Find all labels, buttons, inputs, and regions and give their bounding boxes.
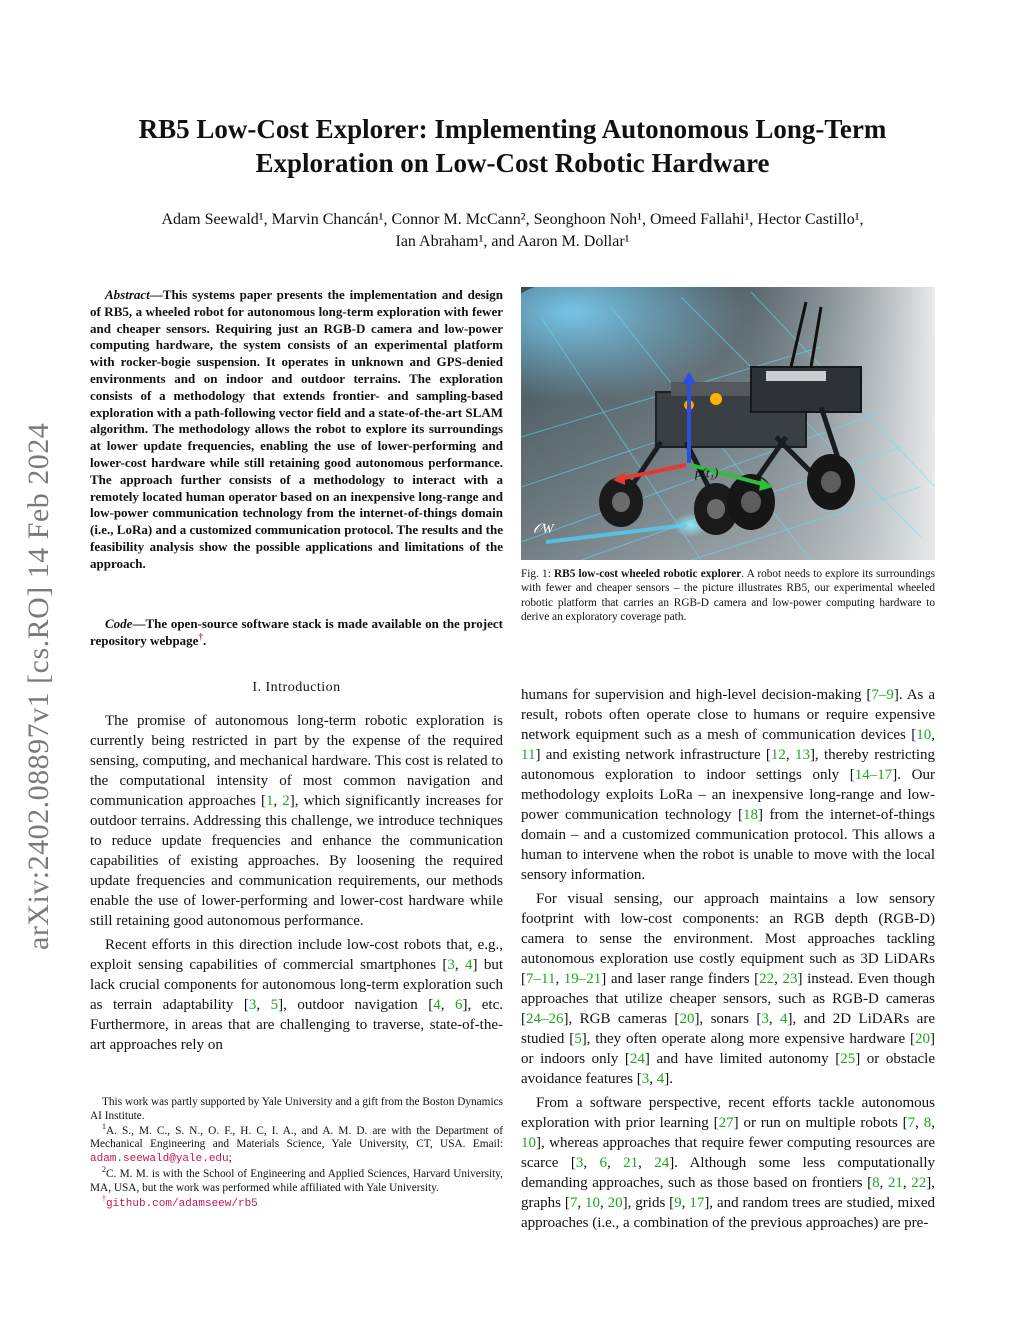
citation[interactable]: 27 bbox=[718, 1115, 734, 1131]
robot-illustration bbox=[521, 287, 935, 560]
footnotes bbox=[90, 1096, 503, 1212]
citation[interactable]: 18 bbox=[743, 807, 758, 823]
citation[interactable]: 13 bbox=[794, 747, 810, 763]
frame-label-world: 𝒪W bbox=[533, 522, 554, 537]
right-paragraph-1: humans for supervision and high-level decision-making [7–9]. As a result, robots often operate close to humans or require expensive network equipment such as a mesh of communication devices [10, 11] and existing network infrastructure [12, 13], thereby restricting autonomous exploration to indoor settings only [14–17]. Our methodology exploits LoRa – an inexpensive long-range and low-power communication technology [18] from the internet-of-things domain – and a customized communication protocol. This allows a human to intervene when the robot is unable to move with the local sensory information. bbox=[521, 687, 936, 883]
citation[interactable]: 23 bbox=[782, 971, 798, 987]
citation[interactable]: 24 bbox=[629, 1051, 645, 1067]
citation[interactable]: 4 bbox=[779, 1011, 788, 1027]
abstract-label: Abstract bbox=[105, 287, 150, 302]
intro-paragraph-2: Recent efforts in this direction include low-cost robots that, e.g., exploit sensing capabilities of commercial smartphones [3, 4] but lack crucial components for autonomous long-term exploration such as terrain adaptability [3, 5], outdoor navigation [4, 6], etc. Furthermore, in areas that are challenging to traverse, state-of-the-art approaches rely on bbox=[90, 937, 503, 1053]
citation[interactable]: 3 bbox=[447, 957, 455, 973]
code-footnote-mark[interactable]: † bbox=[198, 631, 203, 642]
arxiv-identifier: arXiv:2402.08897v1 [cs.RO] 14 Feb 2024 bbox=[22, 422, 55, 950]
footnote-affiliation-1: $^1$A. S., M. C., S. N., O. F., H. C, I. A., and A. M. D. are with the Department of Mechanical Engineering and Materials Science, Yale University, CT, USA. Email: adam.seewald@yale.edu; bbox=[90, 1121, 503, 1166]
citation[interactable]: 4 bbox=[656, 1071, 665, 1087]
figure-robot-photo bbox=[521, 287, 935, 560]
citation[interactable]: 21 bbox=[623, 1155, 639, 1171]
citation[interactable]: 22 bbox=[759, 971, 775, 987]
citation[interactable]: 7 bbox=[907, 1115, 916, 1131]
citation[interactable]: 3 bbox=[761, 1011, 769, 1027]
citation[interactable]: 2 bbox=[282, 793, 290, 809]
code-end: . bbox=[203, 632, 207, 648]
citation[interactable]: 22 bbox=[911, 1175, 927, 1191]
citation[interactable]: 10 bbox=[521, 1135, 536, 1151]
authors-line-2: Ian Abraham¹, and Aaron M. Dollar¹ bbox=[395, 233, 630, 250]
citation[interactable]: 5 bbox=[574, 1031, 582, 1047]
citation[interactable]: 3 bbox=[575, 1155, 584, 1171]
introduction-body bbox=[90, 711, 503, 1055]
citation[interactable]: 7–11 bbox=[526, 971, 556, 987]
citation[interactable]: 6 bbox=[455, 997, 463, 1013]
citation[interactable]: 21 bbox=[887, 1175, 903, 1191]
citation[interactable]: 7 bbox=[569, 1195, 578, 1211]
citation[interactable]: 25 bbox=[840, 1051, 856, 1067]
citation[interactable]: 7–9 bbox=[871, 687, 894, 703]
citation[interactable]: 24 bbox=[654, 1155, 670, 1171]
citation[interactable]: 5 bbox=[270, 997, 279, 1013]
right-paragraph-3: From a software perspective, recent efforts tackle autonomous exploration with prior learning [27] or run on multiple robots [7, 8, 10], whereas approaches that require fewer computing resources are scarce [3, 6, 21, 24]. Although some less computationally demanding approaches, such as those based on frontiers [8, 21, 22], graphs [7, 10, 20], grids [9, 17], and random trees are studied, mixed approaches (i.e., a combination of the previous approaches) are pre- bbox=[521, 1095, 936, 1231]
section-heading-introduction: I. Introduction bbox=[252, 680, 341, 695]
citation[interactable]: 10 bbox=[916, 727, 932, 743]
code-label: Code bbox=[105, 616, 133, 631]
citation[interactable]: 1 bbox=[265, 793, 274, 809]
author-list bbox=[90, 209, 935, 253]
footnote-repository: †github.com/adamseew/rb5 bbox=[102, 1193, 258, 1210]
citation[interactable]: 17 bbox=[689, 1195, 705, 1211]
citation[interactable]: 4 bbox=[464, 957, 473, 973]
repository-link[interactable]: github.com/adamseew/rb5 bbox=[105, 1197, 258, 1210]
citation[interactable]: 24–26 bbox=[526, 1011, 564, 1027]
email-link[interactable]: adam.seewald@yale.edu bbox=[90, 1153, 229, 1166]
citation[interactable]: 3 bbox=[641, 1071, 650, 1087]
citation[interactable]: 19–21 bbox=[563, 971, 602, 987]
citation[interactable]: 10 bbox=[585, 1195, 601, 1211]
abstract bbox=[90, 287, 503, 573]
citation[interactable]: 6 bbox=[599, 1155, 607, 1171]
citation[interactable]: 9 bbox=[674, 1195, 682, 1211]
citation[interactable]: 20 bbox=[915, 1031, 930, 1047]
citation[interactable]: 20 bbox=[607, 1195, 623, 1211]
citation[interactable]: 8 bbox=[872, 1175, 880, 1191]
figure-caption: Fig. 1: RB5 low-cost wheeled robotic explorer. A robot needs to explore its surroundings with fewer and cheaper sensors – the picture illustrates RB5, our experimental wheeled robotic platform that carries an RGB-D camera and low-power computing hardware to derive an exploratory coverage path. bbox=[521, 568, 935, 624]
citation[interactable]: 3 bbox=[248, 997, 257, 1013]
citation[interactable]: 4 bbox=[433, 997, 441, 1013]
citation[interactable]: 8 bbox=[923, 1115, 932, 1131]
citation[interactable]: 11 bbox=[521, 747, 536, 763]
citation[interactable]: 20 bbox=[679, 1011, 695, 1027]
right-column-body bbox=[521, 685, 935, 1233]
footnote-funding: This work was partly supported by Yale University and a gift from the Boston Dynamics AI Institute. bbox=[90, 1096, 503, 1122]
code-availability bbox=[90, 616, 503, 650]
abstract-text: —This systems paper presents the implementation and design of RB5, a wheeled robot for autonomous long-term exploration with fewer and cheaper sensors. Requiring just an RGB-D camera and low-power computing hardware, the system consists of an experimental platform with rocker-bogie suspension. It operates in unknown and GPS-denied environments and on indoor and outdoor terrains. The exploration consists of a methodology that extends frontier- and sampling-based exploration with a path-following vector field and a state-of-the-art SLAM algorithm. The methodology allows the robot to explore its surroundings at lower update frequencies, enabling the use of lower-performing and lower-cost hardware while still retaining good autonomous performance. The approach further consists of a methodology to interact with a remotely located human operator based on an inexpensive long-range and low-power communication technology from the internet-of-things domain (i.e., LoRa) and a customized communication protocol. The results and the feasibility analysis show the possible applications and limitations of the approach. bbox=[90, 287, 503, 571]
authors-line-1: Adam Seewald¹, Marvin Chancán¹, Connor M. McCann², Seonghoon Noh¹, Omeed Fallahi¹, Hector Castillo¹, bbox=[161, 211, 864, 228]
footnote-affiliation-2: $^2$C. M. M. is with the School of Engineering and Applied Sciences, Harvard University, MA, USA, but the work was performed while affiliated with Yale University. bbox=[90, 1165, 503, 1194]
intro-paragraph-1: The promise of autonomous long-term robotic exploration is currently being restricted in part by the expense of the required sensing, computing, and mechanical hardware. This cost is related to the computational intensity of most common navigation and communication approaches [1, 2], which significantly increases for outdoor terrains. Addressing this challenge, we introduce techniques to reduce update frequencies and enhance the communication capabilities of existing approaches. By loosening the required update frequencies and communication requirements, our methods enable the use of lower-performing and lower-cost hardware while still retaining good autonomous performance. bbox=[90, 713, 503, 929]
right-paragraph-2: For visual sensing, our approach maintains a low sensory footprint with low-cost components: an RGB depth (RGB-D) camera to sense the environment. Most approaches tackling autonomous exploration use costly equipment such as 3D LiDARs [7–11, 19–21] and laser range finders [22, 23] instead. Even though approaches that utilize cheaper sensors, such as RGB-D cameras [24–26], RGB cameras [20], sonars [3, 4], and 2D LiDARs are studied [5], they often operate along more expensive hardware [20] or indoors only [24] and have limited autonomy [25] or obstacle avoidance features [3, 4]. bbox=[521, 891, 936, 1087]
code-text: —The open-source software stack is made available on the project repository webpage bbox=[90, 616, 503, 648]
citation[interactable]: 12 bbox=[770, 747, 786, 763]
frame-label-p: p(t₁) bbox=[695, 465, 719, 480]
citation[interactable]: 14–17 bbox=[854, 767, 893, 783]
paper-title: RB5 Low-Cost Explorer: Implementing Autonomous Long-Term Exploration on Low-Cost Robotic Hardware bbox=[138, 114, 887, 178]
